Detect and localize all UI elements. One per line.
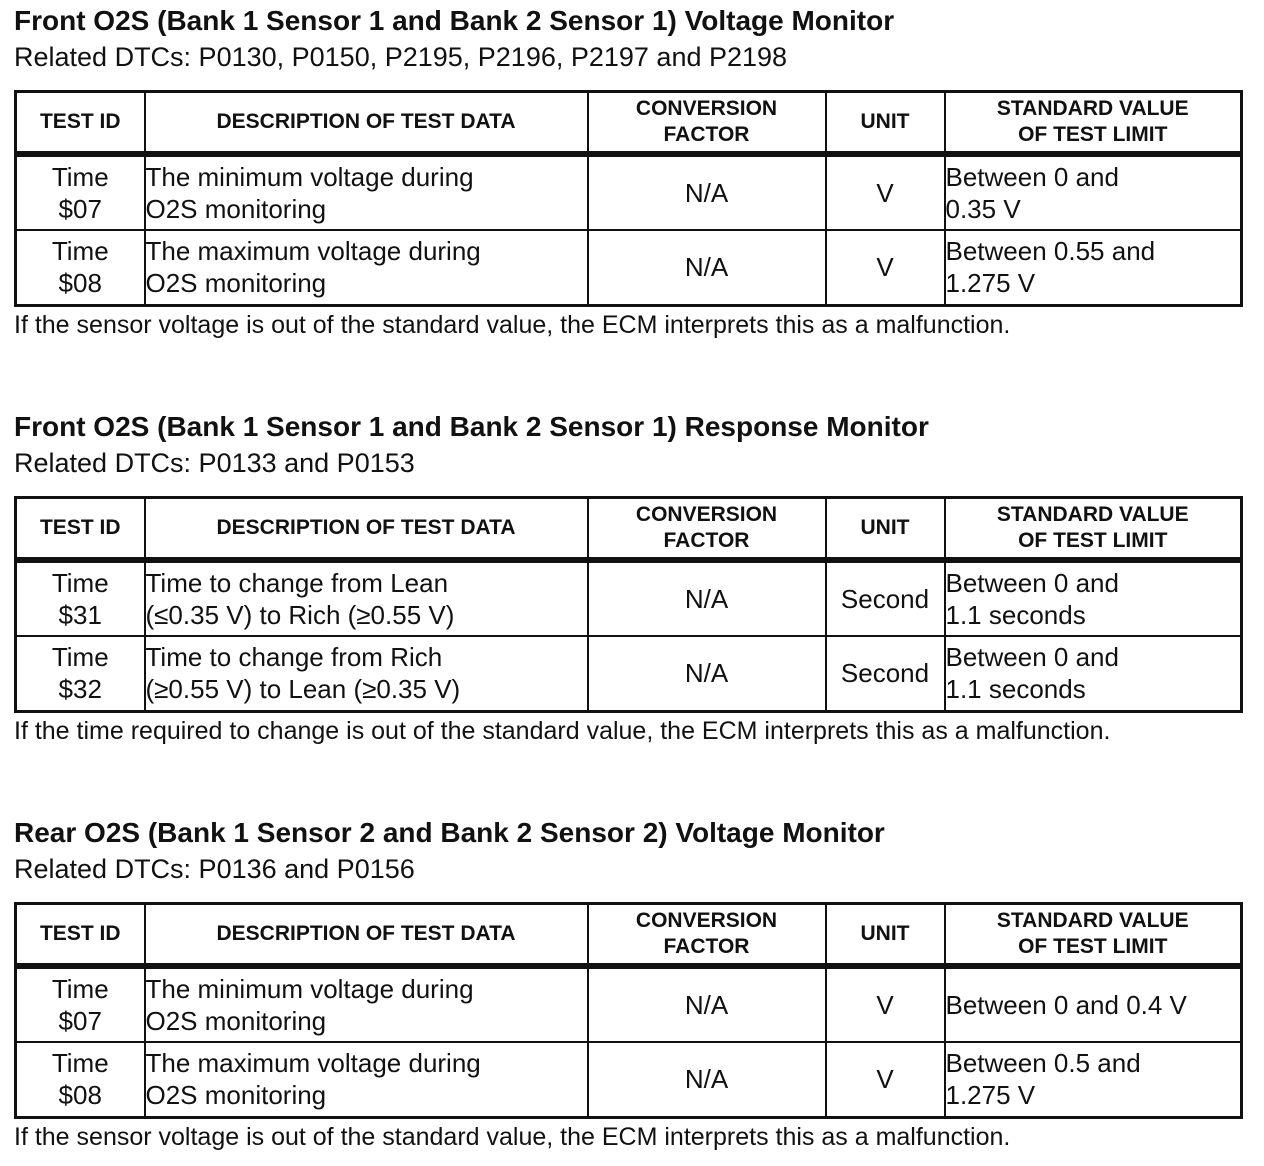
cell-test-id: Time $32	[16, 636, 145, 712]
cell-unit: V	[826, 154, 945, 230]
malfunction-note: If the time required to change is out of the standard value, the ECM interprets this as a malfunction.	[14, 717, 1111, 745]
section-rear-o2s-voltage-monitor	[14, 814, 1240, 1153]
header-standard-value: STANDARD VALUE OF TEST LIMIT	[945, 92, 1242, 154]
test-data-table	[14, 902, 1243, 1119]
malfunction-note: If the sensor voltage is out of the standard value, the ECM interprets this as a malfunction.	[14, 311, 1011, 339]
table-row	[16, 636, 1242, 712]
cell-test-id: Time $07	[16, 966, 145, 1042]
cell-description: The minimum voltage during O2S monitoring	[145, 154, 588, 230]
header-test-id: TEST ID	[16, 92, 145, 154]
cell-standard-value: Between 0 and 1.1 seconds	[945, 560, 1242, 636]
table-row	[16, 230, 1242, 306]
cell-conversion-factor: N/A	[588, 230, 826, 306]
header-test-id: TEST ID	[16, 904, 145, 966]
table-row	[16, 966, 1242, 1042]
cell-standard-value: Between 0 and 0.4 V	[945, 966, 1242, 1042]
header-unit: UNIT	[826, 498, 945, 560]
table-row	[16, 154, 1242, 230]
cell-unit: Second	[826, 636, 945, 712]
cell-test-id: Time $07	[16, 154, 145, 230]
cell-unit: V	[826, 230, 945, 306]
header-conversion-factor: CONVERSION FACTOR	[588, 498, 826, 560]
header-unit: UNIT	[826, 92, 945, 154]
cell-conversion-factor: N/A	[588, 1042, 826, 1118]
malfunction-note: If the sensor voltage is out of the standard value, the ECM interprets this as a malfunction.	[14, 1123, 1011, 1151]
header-unit: UNIT	[826, 904, 945, 966]
section-title: Rear O2S (Bank 1 Sensor 2 and Bank 2 Sensor 2) Voltage Monitor	[14, 817, 885, 848]
cell-description: Time to change from Rich (≥0.55 V) to Lean (≥0.35 V)	[145, 636, 588, 712]
table-header-row	[16, 904, 1242, 966]
cell-description: The maximum voltage during O2S monitoring	[145, 230, 588, 306]
cell-unit: V	[826, 1042, 945, 1118]
cell-conversion-factor: N/A	[588, 154, 826, 230]
cell-description: The minimum voltage during O2S monitoring	[145, 966, 588, 1042]
table-row	[16, 560, 1242, 636]
related-dtcs: Related DTCs: P0133 and P0153	[14, 448, 415, 478]
cell-conversion-factor: N/A	[588, 636, 826, 712]
header-description: DESCRIPTION OF TEST DATA	[145, 92, 588, 154]
cell-standard-value: Between 0.5 and 1.275 V	[945, 1042, 1242, 1118]
cell-unit: Second	[826, 560, 945, 636]
test-data-table	[14, 496, 1243, 713]
section-front-o2s-voltage-monitor	[14, 2, 1240, 341]
section-title: Front O2S (Bank 1 Sensor 1 and Bank 2 Sensor 1) Response Monitor	[14, 411, 929, 442]
header-test-id: TEST ID	[16, 498, 145, 560]
test-data-table	[14, 90, 1243, 307]
table-header-row	[16, 498, 1242, 560]
header-standard-value: STANDARD VALUE OF TEST LIMIT	[945, 498, 1242, 560]
cell-standard-value: Between 0 and 1.1 seconds	[945, 636, 1242, 712]
related-dtcs: Related DTCs: P0130, P0150, P2195, P2196, P2197 and P2198	[14, 42, 788, 72]
table-row	[16, 1042, 1242, 1118]
cell-standard-value: Between 0 and 0.35 V	[945, 154, 1242, 230]
table-header-row	[16, 92, 1242, 154]
cell-test-id: Time $31	[16, 560, 145, 636]
cell-conversion-factor: N/A	[588, 966, 826, 1042]
header-conversion-factor: CONVERSION FACTOR	[588, 904, 826, 966]
section-front-o2s-response-monitor	[14, 408, 1240, 747]
header-standard-value: STANDARD VALUE OF TEST LIMIT	[945, 904, 1242, 966]
related-dtcs: Related DTCs: P0136 and P0156	[14, 854, 415, 884]
cell-test-id: Time $08	[16, 230, 145, 306]
header-description: DESCRIPTION OF TEST DATA	[145, 904, 588, 966]
cell-description: Time to change from Lean (≤0.35 V) to Rich (≥0.55 V)	[145, 560, 588, 636]
cell-description: The maximum voltage during O2S monitoring	[145, 1042, 588, 1118]
cell-test-id: Time $08	[16, 1042, 145, 1118]
cell-unit: V	[826, 966, 945, 1042]
cell-standard-value: Between 0.55 and 1.275 V	[945, 230, 1242, 306]
cell-conversion-factor: N/A	[588, 560, 826, 636]
section-title: Front O2S (Bank 1 Sensor 1 and Bank 2 Sensor 1) Voltage Monitor	[14, 5, 895, 36]
header-conversion-factor: CONVERSION FACTOR	[588, 92, 826, 154]
header-description: DESCRIPTION OF TEST DATA	[145, 498, 588, 560]
